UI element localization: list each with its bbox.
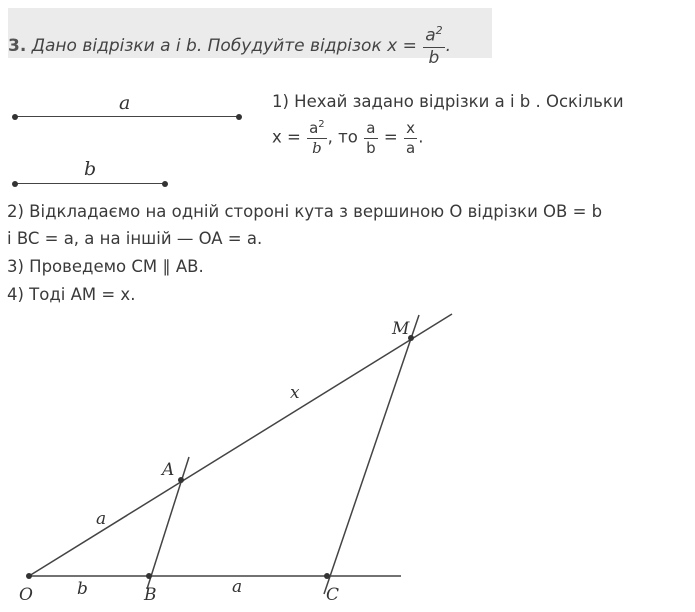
task-text: Дано відрізки a і b. Побудуйте відрізок x = [31,35,417,56]
fraction-3-denominator: a [405,138,416,157]
fraction-1-denominator: b [312,139,322,157]
label-a-point: A [162,460,175,480]
line-cm [324,315,419,594]
formula-denominator: b [428,47,440,68]
segment-b-label: b [84,158,97,180]
formula-end: . [445,35,452,56]
label-segment-oa: a [96,509,107,529]
label-segment-am: x [290,383,300,403]
point-c [324,573,330,579]
step-4: 4) Тоді AM = x. [7,285,136,304]
fraction-2-denominator: b [366,138,376,157]
label-segment-ob: b [77,579,88,599]
formula-exponent: 2 [435,24,443,37]
step-1-equals: = [383,127,398,147]
step-2-line-2: і BC = a, а на іншій — OA = a. [7,229,263,248]
point-b [146,573,152,579]
step-2-line-1: 2) Відкладаємо на одній стороні кута з вершиною O відрізки OB = b [7,202,603,221]
point-a [178,477,184,483]
fraction-3-numerator: x [404,121,417,139]
step-1-end: . [418,127,424,147]
label-c-point: C [326,585,340,605]
step-3: 3) Проведемо CM ∥ AB. [7,257,204,276]
ray-ox [29,314,452,576]
step-1-separator: , то [327,127,358,147]
segment-a-label: a [119,92,131,114]
point-o [26,573,32,579]
label-o: O [19,585,33,605]
label-segment-bc: a [232,577,243,597]
fraction-2-numerator: a [364,121,378,139]
fraction-1-numerator: a [309,119,319,137]
label-m-point: M [392,319,410,339]
label-b-point: B [144,585,157,605]
fraction-1-exponent: 2 [318,119,325,130]
task-number: 3. [8,35,27,56]
step-1-line-1: 1) Нехай задано відрізки a і b . Оскільки [272,92,624,111]
formula-numerator: a [425,25,436,46]
step-1-x: x = [272,127,301,147]
